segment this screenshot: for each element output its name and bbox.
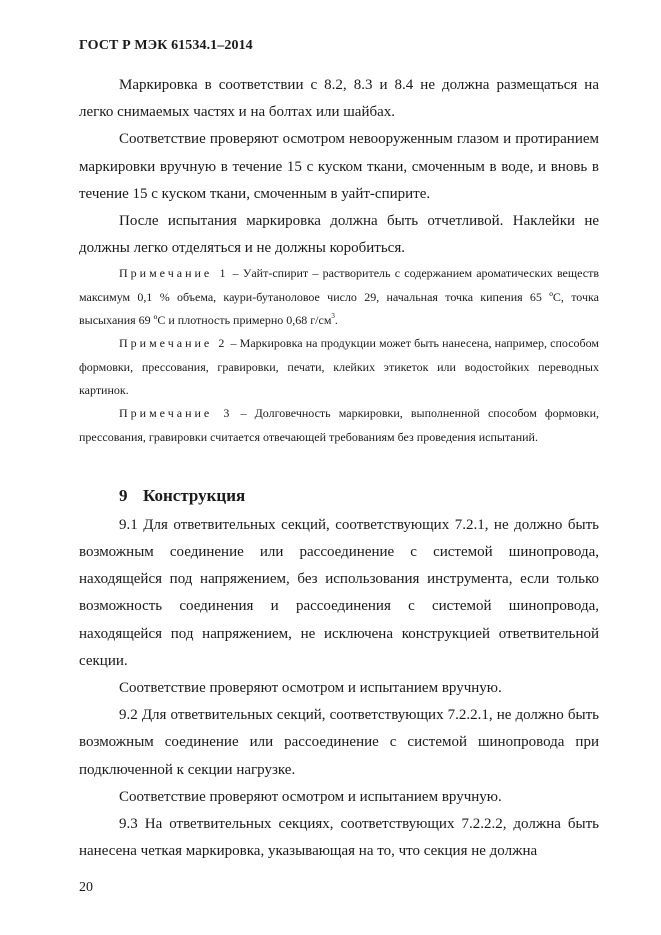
section-title: Конструкция [143,485,246,505]
note-2 [79,332,599,402]
note-text: – Долговечность маркировки, выполненной способом формовки, прессования, гравировки считается отвечающей требованиям без проведения испытаний. [79,406,600,444]
note-tail: . [334,313,338,328]
page-content [79,72,599,865]
section-heading [79,480,599,512]
paragraph: Маркировка в соответствии с 8.2, 8.3 и 8.4 не должна размещаться на легко снимаемых частях и на болтах или шайбах. [79,77,599,121]
note-label: Примечание 3 [119,406,233,421]
note-label: Примечание 1 [119,266,229,281]
paragraph: После испытания маркировка должна быть отчетливой. Наклейки не должны легко отделяться и не должны коробиться. [79,213,599,257]
note-text: – Уайт-спирит – растворитель с содержанием ароматических веществ максимум 0,1 % объема, каури-бутаноловое число 29, начальная точка кипения 65 ºС, точка высыхания 69 ºС и плотность примерно 0,68 г/см [79,266,599,328]
page-number: 20 [79,880,93,895]
section-number: 9 [119,485,128,505]
document-header: ГОСТ Р МЭК 61534.1–2014 [79,38,253,53]
paragraph: Соответствие проверяют осмотром невооруженным глазом и протиранием маркировки вручную в течение 15 с куском ткани, смоченным в воде, и вновь в течение 15 с куском ткани, смоченным в уайт-спирите. [79,131,599,202]
note-1 [79,262,599,332]
paragraph: Соответствие проверяют осмотром и испытанием вручную. [119,788,502,805]
paragraph: Соответствие проверяют осмотром и испытанием вручную. [119,680,502,697]
note-label: Примечание 2 [119,336,228,351]
paragraph: 9.1 Для ответвительных секций, соответствующих 7.2.1, не должно быть возможным соединение или рассоединение с системой шинопровода, находящейся под напряжением, без использования инструмента, если только возможность соединения и рассоединения с системой шинопровода, находящейся под напряжением, не исключена конструкцией ответвительной секции. [79,516,599,669]
paragraph: 9.2 Для ответвительных секций, соответствующих 7.2.2.1, не должно быть возможным соединение или рассоединение с системой шинопровода при подключенной к секции нагрузке. [79,707,599,778]
paragraph: 9.3 На ответвительных секциях, соответствующих 7.2.2.2, должна быть нанесена четкая маркировка, указывающая на то, что секция не должна [79,816,599,860]
note-3 [79,402,599,449]
note-superscript: 3 [331,312,335,321]
note-text: – Маркировка на продукции может быть нанесена, например, способом формовки, прессования, гравировки, печати, клейких этикеток или водостойких переводных картинок. [79,336,599,397]
